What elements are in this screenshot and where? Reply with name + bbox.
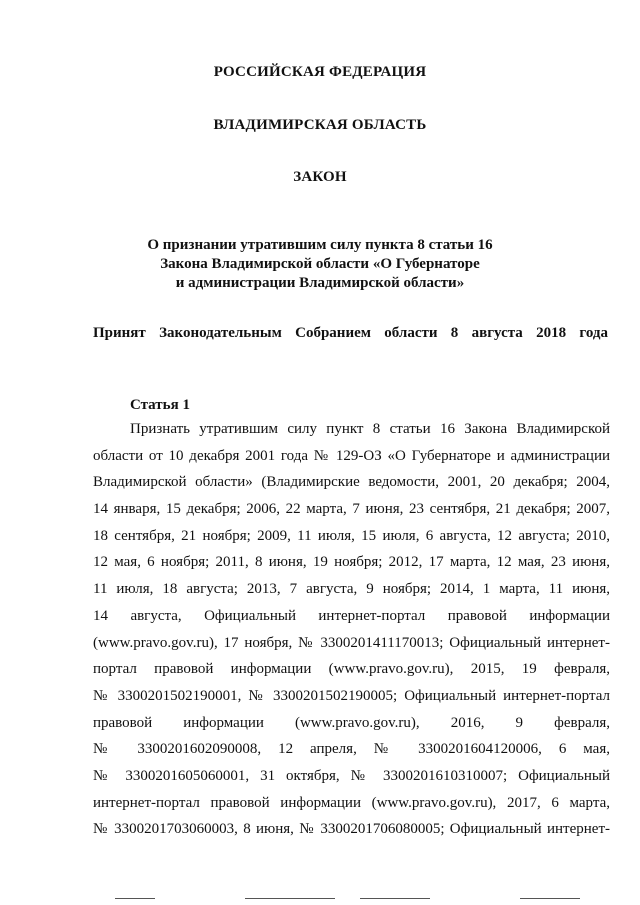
- article-text-line: 12 мая, 6 ноября; 2011, 8 июня, 19 ноября; 2012, 17 марта, 12 мая, 23 июня,: [93, 554, 610, 571]
- country-heading: РОССИЙСКАЯ ФЕДЕРАЦИЯ: [213, 64, 427, 80]
- article-text-line: 11 июля, 18 августа; 2013, 7 августа, 9 ноября; 2014, 1 марта, 11 июня,: [93, 581, 610, 598]
- article-text-line: области от 10 декабря 2001 года № 129-ОЗ «О Губернаторе и администрации: [93, 447, 610, 464]
- article-text-line: № 3300201605060001, 31 октября, № 3300201610310007; Официальный: [93, 767, 610, 784]
- adoption-statement: Принят Законодательным Собранием области 8 августа 2018 года: [93, 325, 608, 341]
- article-body: [93, 416, 610, 843]
- region-heading: ВЛАДИМИРСКАЯ ОБЛАСТЬ: [213, 117, 427, 133]
- article-text-line: интернет-портал правовой информации (www.pravo.gov.ru), 2017, 6 марта,: [93, 794, 610, 811]
- article-text-line: № 3300201703060003, 8 июня, № 3300201706080005; Официальный интернет-: [93, 821, 610, 838]
- article-text-line: 18 сентября, 21 ноября; 2009, 11 июля, 15 июля, 6 августа, 12 августа; 2010,: [93, 527, 610, 544]
- law-title-line: Закона Владимирской области «О Губернаторе: [160, 256, 480, 272]
- scan-edge-marks: [0, 898, 640, 902]
- law-title-line: О признании утратившим силу пункта 8 статьи 16: [147, 237, 493, 253]
- article-text-line: № 3300201502190001, № 3300201502190005; Официальный интернет-портал: [93, 687, 610, 704]
- law-title: [0, 236, 640, 293]
- article-text-line: правовой информации (www.pravo.gov.ru), 2016, 9 февраля,: [93, 714, 610, 731]
- article-text-line: № 3300201602090008, 12 апреля, № 3300201604120006, 6 мая,: [93, 741, 610, 758]
- article-heading: Статья 1: [130, 397, 190, 413]
- article-text-line: Признать утратившим силу пункт 8 статьи 16 Закона Владимирской: [130, 421, 610, 437]
- law-title-line: и администрации Владимирской области»: [175, 275, 465, 291]
- article-text-line: Владимирской области» (Владимирские ведомости, 2001, 20 декабря; 2004,: [93, 474, 610, 491]
- document-type-heading: ЗАКОН: [293, 169, 347, 185]
- article-text-line: 14 января, 15 декабря; 2006, 22 марта, 7 июня, 23 сентября, 21 декабря; 2007,: [93, 501, 610, 518]
- article-text-line: (www.pravo.gov.ru), 17 ноября, № 3300201411170013; Официальный интернет-: [93, 634, 610, 651]
- article-text-line: портал правовой информации (www.pravo.gov.ru), 2015, 19 февраля,: [93, 661, 610, 678]
- article-text-line: 14 августа, Официальный интернет-портал правовой информации: [93, 607, 610, 624]
